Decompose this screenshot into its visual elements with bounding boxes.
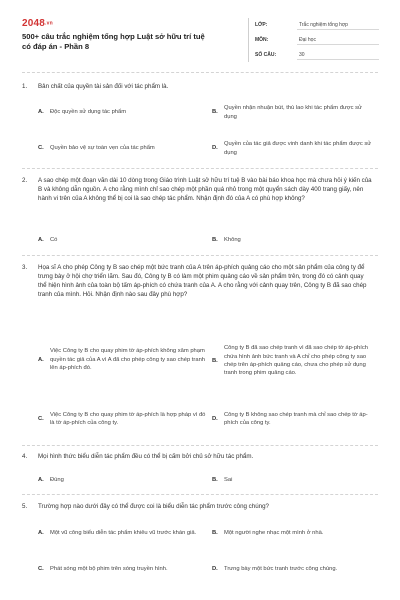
option-text: Một vũ công biểu diễn tác phẩm khiêu vũ trước khán giả.	[50, 529, 197, 536]
info-key: MÔN:	[255, 37, 269, 43]
question-text: Bản chất của quyền tài sản đối với tác phẩm là.	[38, 83, 169, 90]
option-label: B.	[212, 477, 218, 483]
option-label: A.	[38, 477, 44, 483]
option-text: Quyền nhận nhuận bút, thù lao khi tác phẩm được sử dụng	[224, 105, 362, 120]
question-text: Mọi hình thức biểu diễn tác phẩm đều có thể bị cấm bởi chủ sở hữu tác phẩm.	[38, 453, 254, 460]
option-4a[interactable]	[38, 476, 188, 486]
question-number: 5.	[22, 503, 28, 510]
option-text: Một người nghe nhạc một mình ở nhà.	[224, 529, 324, 536]
divider	[22, 72, 378, 73]
option-label: C.	[38, 145, 44, 152]
option-2a[interactable]	[38, 236, 188, 246]
option-label: D.	[212, 415, 218, 422]
option-1a[interactable]	[38, 104, 188, 121]
option-text: Quyền của tác giả được vinh danh khi tác phẩm được sử dụng	[224, 141, 372, 156]
info-box	[248, 18, 378, 62]
option-text: Việc Công ty B cho quay phim tờ áp-phích là hợp pháp vì đó là tờ áp-phích của công ty.	[50, 411, 206, 426]
option-5b[interactable]	[212, 524, 372, 542]
option-2b[interactable]	[212, 236, 362, 246]
option-3a[interactable]	[38, 334, 208, 386]
option-1b[interactable]	[212, 104, 372, 121]
option-3b[interactable]	[212, 330, 374, 392]
option-label: A.	[38, 237, 44, 243]
divider	[22, 255, 378, 256]
option-text: Đúng	[50, 477, 64, 483]
question-number: 1.	[22, 83, 28, 90]
divider	[22, 494, 378, 495]
option-5a[interactable]	[38, 524, 198, 542]
option-label: A.	[38, 356, 44, 363]
logo-main: 2048	[22, 18, 46, 29]
option-label: B.	[212, 529, 218, 536]
info-value: Trắc nghiệm tổng hợp	[299, 22, 348, 28]
option-text: Có	[50, 237, 58, 243]
option-3c[interactable]	[38, 402, 208, 436]
option-label: B.	[212, 357, 218, 364]
info-value: 30	[299, 52, 305, 58]
option-text: Công ty B đã sao chép tranh vì đã sao chép tờ áp-phích chứa hình ảnh bức tranh và A chỉ cho phép công ty sao chép trên áp-phích quảng cáo, chưa cho phép sử dụng tranh trong phim quảng cáo.	[224, 345, 368, 377]
question-number: 3.	[22, 264, 28, 271]
option-text: Độc quyền sử dụng tác phẩm	[50, 109, 127, 116]
site-logo[interactable]	[22, 18, 53, 29]
logo-suffix: .vn	[45, 20, 53, 27]
info-key: SỐ CÂU:	[255, 52, 277, 58]
option-1c[interactable]	[38, 140, 198, 157]
option-text: Trưng bày một bức tranh trước công chúng.	[224, 565, 338, 572]
info-row-subject	[249, 33, 379, 47]
option-label: A.	[38, 109, 44, 116]
option-text: Không	[224, 237, 241, 243]
info-key: LỚP:	[255, 22, 268, 28]
option-label: C.	[38, 415, 44, 422]
divider	[22, 168, 378, 169]
option-text: Sai	[224, 477, 233, 483]
page-header	[22, 18, 378, 62]
info-row-class	[249, 18, 379, 32]
option-text: Công ty B không sao chép tranh mà chỉ sao chép tờ áp-phích của công ty.	[224, 411, 368, 426]
option-text: Việc Công ty B cho quay phim tờ áp-phích không xâm phạm quyền tác giả của A vì A đã cho phép công ty sao chép tranh lên áp-phích đó.	[50, 348, 206, 372]
option-5d[interactable]	[212, 560, 372, 578]
question-number: 4.	[22, 453, 28, 460]
option-5c[interactable]	[38, 560, 198, 578]
info-value: Đại học	[299, 37, 316, 43]
option-text: Phát sóng một bộ phim trên sóng truyền hình.	[50, 565, 168, 572]
option-label: B.	[212, 109, 218, 116]
question-text: Trường hợp nào dưới đây có thể được coi là biểu diễn tác phẩm trước công chúng?	[38, 503, 269, 510]
option-1d[interactable]	[212, 140, 372, 157]
question-number: 2.	[22, 177, 28, 184]
option-4b[interactable]	[212, 476, 362, 486]
option-label: C.	[38, 565, 44, 572]
question-text: A sao chép một đoạn văn dài 10 dòng trong Giáo trình Luật sở hữu trí tuệ B vào bài báo khoa học mà chưa hỏi ý kiến của B và không dẫn nguồn. A cho rằng mình chỉ sao chép một phần quá nhỏ trong một quyển sách dày 400 trang giấy, nên hành vi trên của A không thể bị coi là sao chép tác phẩm. Nhận định đó của A có phù hợp không?	[38, 177, 372, 202]
option-label: D.	[212, 565, 218, 572]
option-label: D.	[212, 145, 218, 152]
info-row-count	[249, 48, 379, 62]
divider	[22, 445, 378, 446]
option-label: B.	[212, 237, 218, 243]
option-text: Quyền bảo vệ sự toàn vẹn của tác phẩm	[50, 145, 155, 152]
option-label: A.	[38, 529, 44, 536]
question-text: Họa sĩ A cho phép Công ty B sao chép một bức tranh của A trên áp-phích quảng cáo cho một sản phẩm của công ty để trưng bày ở hội chợ triển lãm. Sau đó, Công ty B có làm một phim quảng cáo về sản phẩm trên, trong đó có cảnh quay thể hiện hình ảnh của toàn bộ tấm áp-phích có chứa tranh của A. A cho rằng với cảnh quay trên, Công ty B đã sao chép tranh của mình. Hỏi. Nhận định nào sau đây phù hợp?	[38, 264, 367, 298]
document-title: 500+ câu trắc nghiệm tổng hợp Luật sở hữu trí tuệ có đáp án - Phần 8	[22, 32, 205, 51]
option-3d[interactable]	[212, 406, 374, 432]
